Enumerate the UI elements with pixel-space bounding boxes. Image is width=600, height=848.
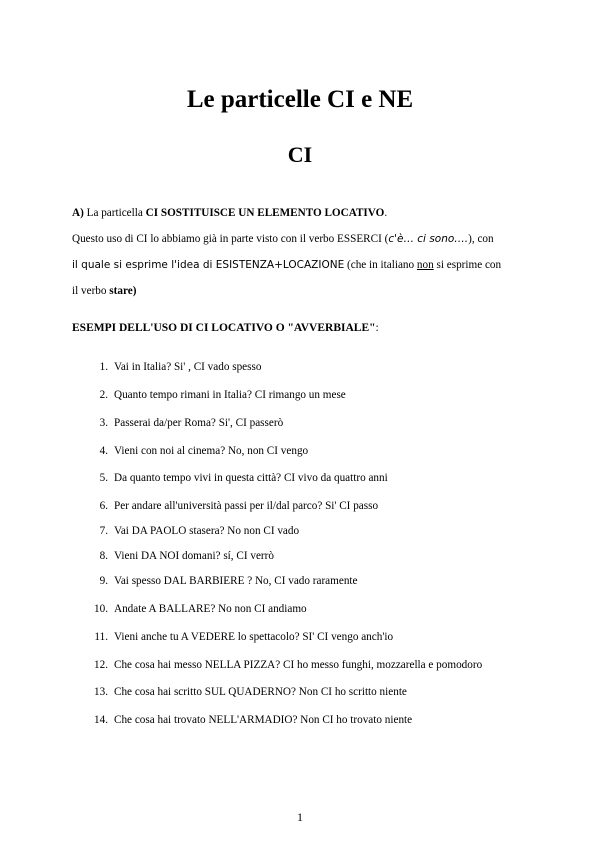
example-number: 1. — [99, 361, 108, 373]
examples-heading-punct: : — [375, 322, 379, 334]
example-item — [90, 603, 307, 615]
intro-text: La particella — [83, 207, 146, 219]
example-item — [90, 659, 482, 671]
examples-heading — [72, 322, 379, 334]
example-text: Che cosa hai trovato NELL'ARMADIO? Non CI ho trovato niente — [114, 714, 413, 726]
intro-line-3 — [72, 252, 542, 278]
example-item — [90, 714, 412, 726]
example-number: 4. — [99, 445, 108, 457]
intro-line-4 — [72, 278, 542, 304]
example-number: 2. — [99, 389, 108, 401]
example-item — [90, 686, 407, 698]
example-text: Vai DA PAOLO stasera? No non CI vado — [114, 525, 300, 537]
intro-paragraph — [72, 200, 542, 304]
intro-text: si esprime con — [433, 259, 502, 271]
example-item — [90, 500, 378, 512]
intro-text: ESISTENZA+LOCAZIONE — [215, 259, 345, 271]
intro-bold-text: stare) — [109, 285, 137, 297]
example-text: Vai spesso DAL BARBIERE ? No, CI vado raramente — [114, 575, 358, 587]
example-item — [90, 525, 299, 537]
example-number: 12. — [94, 659, 108, 671]
intro-italic-text: c'è… ci sono…. — [388, 233, 469, 245]
example-number: 3. — [99, 417, 108, 429]
point-label: A) — [72, 207, 84, 219]
intro-text: (che in italiano — [344, 259, 417, 271]
example-item — [90, 472, 388, 484]
intro-text: Questo uso di CI lo abbiamo già in parte visto con il verbo ESSERCI ( — [72, 233, 389, 245]
example-number: 7. — [99, 525, 108, 537]
example-number: 9. — [99, 575, 108, 587]
section-title: CI — [287, 142, 313, 167]
example-text: Da quanto tempo vivi in questa città? CI vivo da quattro anni — [114, 472, 388, 484]
intro-underlined-text: non — [416, 259, 434, 271]
intro-bold-text: CI SOSTITUISCE UN ELEMENTO LOCATIVO — [145, 207, 385, 219]
example-number: 6. — [99, 500, 108, 512]
example-item — [90, 361, 261, 373]
intro-line-2 — [72, 226, 542, 252]
example-text: Che cosa hai messo NELLA PIZZA? CI ho messo funghi, mozzarella e pomodoro — [114, 659, 483, 671]
example-text: Vieni DA NOI domani? sí, CI verrò — [114, 550, 274, 562]
example-item — [90, 445, 308, 457]
example-text: Vieni con noi al cinema? No, non CI vengo — [114, 445, 309, 457]
example-text: Che cosa hai scritto SUL QUADERNO? Non CI ho scritto niente — [114, 686, 407, 698]
examples-heading-text: ESEMPI DELL'USO DI CI LOCATIVO O "AVVERBIALE" — [72, 322, 376, 334]
intro-line-1 — [72, 200, 542, 226]
example-item — [90, 575, 358, 587]
example-number: 8. — [99, 550, 108, 562]
example-text: Per andare all'università passi per il/dal parco? Si' CI passo — [114, 500, 379, 512]
example-text: Passerai da/per Roma? Si', CI passerò — [114, 417, 284, 429]
intro-text: il verbo — [72, 285, 110, 297]
example-item — [90, 550, 274, 562]
intro-text: ), con — [468, 233, 494, 245]
example-item — [90, 631, 393, 643]
example-number: 10. — [94, 603, 108, 615]
page-title: Le particelle CI e NE — [186, 86, 414, 113]
example-text: Quanto tempo rimani in Italia? CI rimango un mese — [114, 389, 346, 401]
example-number: 13. — [94, 686, 108, 698]
example-text: Vai in Italia? Si' , CI vado spesso — [114, 361, 262, 373]
intro-text: . — [384, 207, 388, 219]
example-item — [90, 389, 346, 401]
page-number: 1 — [297, 810, 303, 824]
example-item — [90, 417, 283, 429]
example-number: 5. — [99, 472, 108, 484]
intro-text: il quale si esprime l'idea di — [72, 259, 216, 271]
example-number: 11. — [94, 631, 108, 643]
example-number: 14. — [94, 714, 108, 726]
example-text: Vieni anche tu A VEDERE lo spettacolo? SI' CI vengo anch'io — [114, 631, 394, 643]
example-text: Andate A BALLARE? No non CI andiamo — [114, 603, 307, 615]
